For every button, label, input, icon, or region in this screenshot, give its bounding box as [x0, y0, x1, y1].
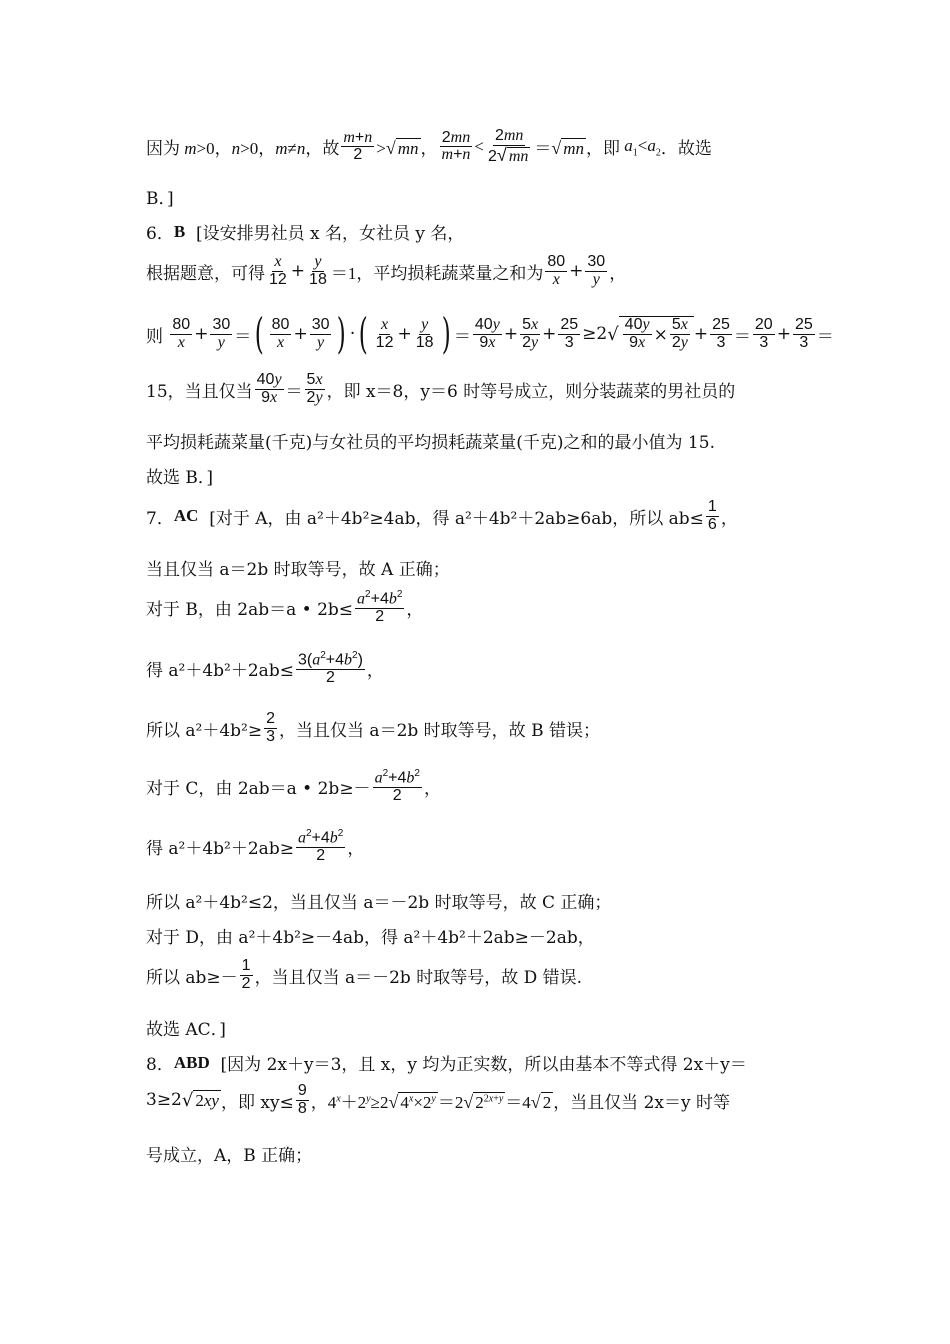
- q5-end: [146, 184, 174, 209]
- text: 所以 a²＋4b²≥: [146, 720, 263, 741]
- fraction: $\frac{30}{y}$: [212, 315, 231, 351]
- answer-label: B: [173, 221, 186, 241]
- q7-line6: 对于 C，由 2ab＝a • 2b≥－ $\frac{a^2+4b^2}{2}$ ，: [146, 768, 441, 805]
- fraction: $\frac{a^2+4b^2}{2}$: [357, 589, 403, 626]
- text: 得 a²＋4b²＋2ab≤: [146, 661, 294, 682]
- q7-line7: 得 a²＋4b²＋2ab≥ $\frac{a^2+4b^2}{2}$ ，: [146, 828, 365, 865]
- text: 15，当且仅当: [146, 381, 253, 402]
- fraction: $\frac{9}{8}$: [297, 1082, 307, 1117]
- q7-line8: [146, 888, 611, 913]
- text: [设安排男社员 x 名，女社员 y 名，: [195, 224, 465, 244]
- fraction: $\frac{80}{x}$: [271, 315, 290, 351]
- fraction: $\frac{5x}{2y}$: [522, 315, 539, 351]
- fraction: $\frac{m+n}{2}$: [343, 128, 373, 164]
- fraction: $\frac{40y}{9x}$: [474, 315, 500, 351]
- text: 3≥2: [146, 1090, 182, 1111]
- text: 所以 a²＋4b²≤2，当且仅当 a＝－2b 时取等号，故 C 正确；: [146, 893, 612, 913]
- fraction: $\frac{25}{3}$: [712, 315, 730, 351]
- fraction: $\frac{5x}{2y}$: [306, 371, 323, 406]
- q6-line4: 15，当且仅当 $\frac{40y}{9x}$ ＝ $\frac{5x}{2y}$ ， 即 x＝8，y＝6 时等号成立，则分装蔬菜的男社员的: [146, 371, 736, 406]
- q6-line5: [146, 428, 715, 453]
- fraction: $\frac{x}{12}$: [375, 315, 394, 351]
- fraction: $\frac{2}{3}$: [266, 710, 276, 745]
- fraction: $\frac{2mn}{2√ mn}$: [488, 127, 529, 165]
- text: 平均损耗蔬菜量(千克)与女社员的平均损耗蔬菜量(千克)之和的最小值为 15.: [146, 433, 715, 453]
- text: 当且仅当 a＝2b 时取等号，故 A 正确；: [146, 560, 450, 580]
- fraction: $\frac{y}{18}$: [309, 253, 327, 288]
- q7-line9: [146, 923, 595, 948]
- q5-conclusion-line: 因为 m>0，n>0，m≠n ，故 $\frac{m+n}{2}$ >√ mn ， $\frac{2mn}{m+n}$ < $\frac{2mn}{2√ mn}$ ＝√ mn ，即 $a_1<a_2$ ．故选: [146, 127, 712, 165]
- text: 对于 C，由 2ab＝a • 2b≥－: [146, 779, 371, 800]
- q6-line6: [146, 463, 213, 488]
- text: 即 x＝8，y＝6 时等号成立，则分装蔬菜的男社员的: [343, 381, 736, 402]
- q7-line1: 7． AC [对于 A，由 a²＋4b²≥4ab，得 a²＋4b²＋2ab≥6ab，所以 ab≤ $\frac{1}{6}$ ，: [146, 498, 738, 533]
- q7-line5: [146, 711, 600, 746]
- text: 对于 B，由 2ab＝a • 2b≤: [146, 600, 354, 621]
- text: 则: [146, 326, 163, 347]
- text: ，故: [305, 139, 340, 160]
- fraction: $\frac{80}{x}$: [547, 253, 566, 288]
- text: 根据题意，可得: [146, 263, 265, 284]
- fraction: $\frac{25}{3}$: [560, 315, 579, 351]
- fraction: $\frac{3(a^2+4b^2)}{2}$: [297, 650, 363, 687]
- text: 对于 D，由 a²＋4b²≥－4ab，得 a²＋4b²＋2ab≥－2ab，: [146, 928, 595, 948]
- q6-line1: [146, 219, 464, 244]
- fraction: $\frac{1}{6}$: [707, 498, 717, 533]
- fraction: $\frac{30}{y}$: [311, 315, 330, 351]
- text: [对于 A，由 a²＋4b²≥4ab，得 a²＋4b²＋2ab≥6ab，所以 ab≤: [209, 508, 704, 529]
- question-number: 8．: [146, 1055, 174, 1075]
- text: ，当且仅当 a＝2b 时取等号，故 B 错误；: [279, 720, 600, 741]
- text: 故选 AC．]: [146, 1020, 226, 1040]
- text: B．]: [146, 189, 174, 209]
- text: 平均损耗蔬菜量之和为: [373, 263, 544, 284]
- q6-line3: 则 $\frac{80}{x}$ + $\frac{30}{y}$ ＝ ( $\frac{80}{x}$ + $\frac{30}{y}$ ) · ( $\frac{x}{12}$ + $\frac{y}{18}$ ) ＝ $\frac{40y}{9x}$ + $\frac{5x}{2y}$ + $\frac{25}{3}$ ≥2 √ $\frac{40y}{9x}$ × $\frac{5x}{2y}$ + $\frac{25}{3}$ ＝ $\frac{20}{3}$ + $\frac{25}{3}$ ＝: [146, 309, 834, 358]
- fraction: $\frac{20}{3}$: [754, 315, 773, 351]
- q7-line10: [146, 958, 582, 993]
- fraction: $\frac{a^2+4b^2}{2}$: [297, 828, 344, 865]
- fraction: $\frac{1}{2}$: [241, 957, 251, 992]
- fraction: $\frac{25}{3}$: [794, 315, 813, 351]
- text: 因为: [146, 139, 180, 160]
- q7-line11: [146, 1015, 226, 1040]
- text: ．故选: [660, 139, 712, 160]
- fraction: $\frac{40y}{9x}$: [256, 371, 282, 406]
- q7-line3: 对于 B，由 2ab＝a • 2b≤ $\frac{a^2+4b^2}{2}$ ，: [146, 589, 424, 626]
- text: ，即 xy≤: [220, 1092, 294, 1113]
- answer-label: ABD: [173, 1052, 210, 1072]
- text: 当且仅当 2x＝y 时等: [570, 1092, 731, 1113]
- fraction: $\frac{30}{y}$: [587, 253, 606, 288]
- q8-line3: [146, 1141, 312, 1166]
- fraction: $\frac{5x}{2y}$: [671, 316, 688, 351]
- text: 得 a²＋4b²＋2ab≥: [146, 839, 294, 860]
- fraction: $\frac{2mn}{m+n}$: [441, 128, 471, 164]
- text: ，即: [586, 139, 621, 160]
- text: 号成立，A，B 正确；: [146, 1146, 313, 1166]
- q8-line1: [146, 1050, 747, 1075]
- text: [因为 2x＋y＝3，且 x，y 均为正实数，所以由基本不等式得 2x＋y＝: [220, 1055, 747, 1075]
- text: ，当且仅当 a＝－2b 时取等号，故 D 错误.: [254, 967, 583, 988]
- fraction: $\frac{y}{18}$: [415, 315, 434, 351]
- q8-line2: 3≥2 √ 2xy ，即 xy≤ $\frac{9}{8}$ ， $4^x+2^y\ge 2√$ $4^x\times 2^y =2√$ $2^{2x+y} =4√$ 2 ， 当且仅当 2x＝y 时等: [146, 1082, 731, 1117]
- fraction: $\frac{40y}{9x}$: [624, 316, 650, 351]
- fraction: $\frac{80}{x}$: [172, 315, 191, 351]
- fraction: $\frac{a^2+4b^2}{2}$: [374, 768, 420, 805]
- fraction: $\frac{x}{12}$: [269, 253, 287, 288]
- question-number: 7．: [146, 508, 174, 529]
- q7-line4: 得 a²＋4b²＋2ab≤ $\frac{3(a^2+4b^2)}{2}$ ，: [146, 650, 384, 687]
- q6-line2: 根据题意，可得 $\frac{x}{12}$ + $\frac{y}{18}$ ＝1， 平均损耗蔬菜量之和为 $\frac{80}{x}$ + $\frac{30}{y}$ ，: [146, 253, 627, 288]
- text: 所以 ab≥－: [146, 967, 238, 988]
- question-number: 6．: [146, 224, 174, 244]
- q7-line2: [146, 555, 450, 580]
- answer-label: AC: [173, 506, 199, 526]
- text: 故选 B．]: [146, 468, 214, 488]
